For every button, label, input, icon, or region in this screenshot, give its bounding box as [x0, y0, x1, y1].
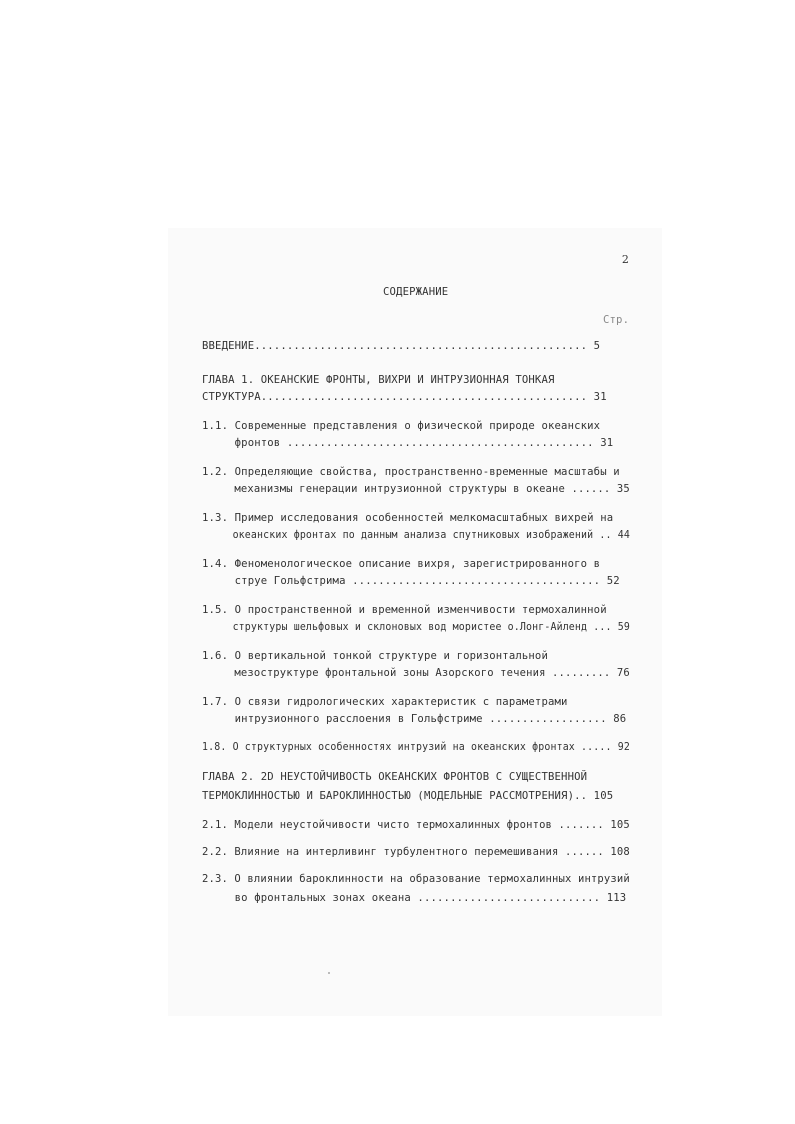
scan-speck — [328, 972, 330, 974]
toc-entry-introduction: ВВЕДЕНИЕ................................................... 5 — [202, 340, 601, 352]
page-number: 2 — [621, 253, 629, 266]
toc-title: СОДЕРЖАНИЕ — [383, 286, 449, 298]
toc-entry-1-1-line-2: фронтов ............................................... 31 — [202, 437, 614, 449]
toc-entry-1-4-line-1: 1.4. Феноменологическое описание вихря, зарегистрированного в — [202, 558, 601, 570]
toc-entry-2-3-line-1: 2.3. О влиянии бароклинности на образование термохалинных интрузий — [202, 873, 630, 885]
toc-entry-1-3-line-1: 1.3. Пример исследования особенностей мелкомасштабных вихрей на — [202, 512, 614, 524]
toc-chapter-2-line-2: ТЕРМОКЛИННОСТЬЮ И БАРОКЛИННОСТЬЮ (МОДЕЛЬНЫЕ РАССМОТРЕНИЯ).. 105 — [202, 790, 614, 802]
toc-entry-1-4-line-2: струе Гольфстрима ...................................... 52 — [202, 575, 620, 587]
toc-entry-1-7-line-1: 1.7. О связи гидрологических характеристик с параметрами — [202, 696, 568, 708]
toc-entry-1-2-line-1: 1.2. Определяющие свойства, пространственно-временные масштабы и — [202, 466, 620, 478]
toc-entry-1-5-line-2: структуры шельфовых и склоновых вод мористее о.Лонг-Айленд ... 59 — [202, 621, 630, 633]
toc-entry-1-1-line-1: 1.1. Современные представления о физической природе океанских — [202, 420, 601, 432]
toc-chapter-1-line-1: ГЛАВА 1. ОКЕАНСКИЕ ФРОНТЫ, ВИХРИ И ИНТРУЗИОННАЯ ТОНКАЯ — [202, 374, 555, 386]
toc-entry-1-6-line-2: мезоструктуре фронтальной зоны Азорского течения ......... 76 — [202, 667, 630, 679]
toc-chapter-2-line-1: ГЛАВА 2. 2D НЕУСТОЙЧИВОСТЬ ОКЕАНСКИХ ФРОНТОВ С СУЩЕСТВЕННОЙ — [202, 771, 588, 783]
toc-entry-2-1: 2.1. Модели неустойчивости чисто термохалинных фронтов ....... 105 — [202, 819, 630, 831]
toc-entry-1-8: 1.8. О структурных особенностях интрузий на океанских фронтах ..... 92 — [202, 741, 630, 753]
toc-entry-1-2-line-2: механизмы генерации интрузионной структуры в океане ...... 35 — [202, 483, 630, 495]
toc-entry-1-6-line-1: 1.6. О вертикальной тонкой структуре и горизонтальной — [202, 650, 548, 662]
page-column-label: Стр. — [603, 314, 630, 326]
toc-entry-1-5-line-1: 1.5. О пространственной и временной изменчивости термохалинной — [202, 604, 607, 616]
toc-chapter-1-line-2: СТРУКТУРА.................................................. 31 — [202, 391, 607, 403]
toc-entry-2-2: 2.2. Влияние на интерливинг турбулентного перемешивания ...... 108 — [202, 846, 630, 858]
toc-entry-1-3-line-2: океанских фронтах по данным анализа спутниковых изображений .. 44 — [202, 529, 630, 541]
toc-entry-1-7-line-2: интрузионного расслоения в Гольфстриме .................. 86 — [202, 713, 627, 725]
toc-entry-2-3-line-2: во фронтальных зонах океана ............................ 113 — [202, 892, 627, 904]
